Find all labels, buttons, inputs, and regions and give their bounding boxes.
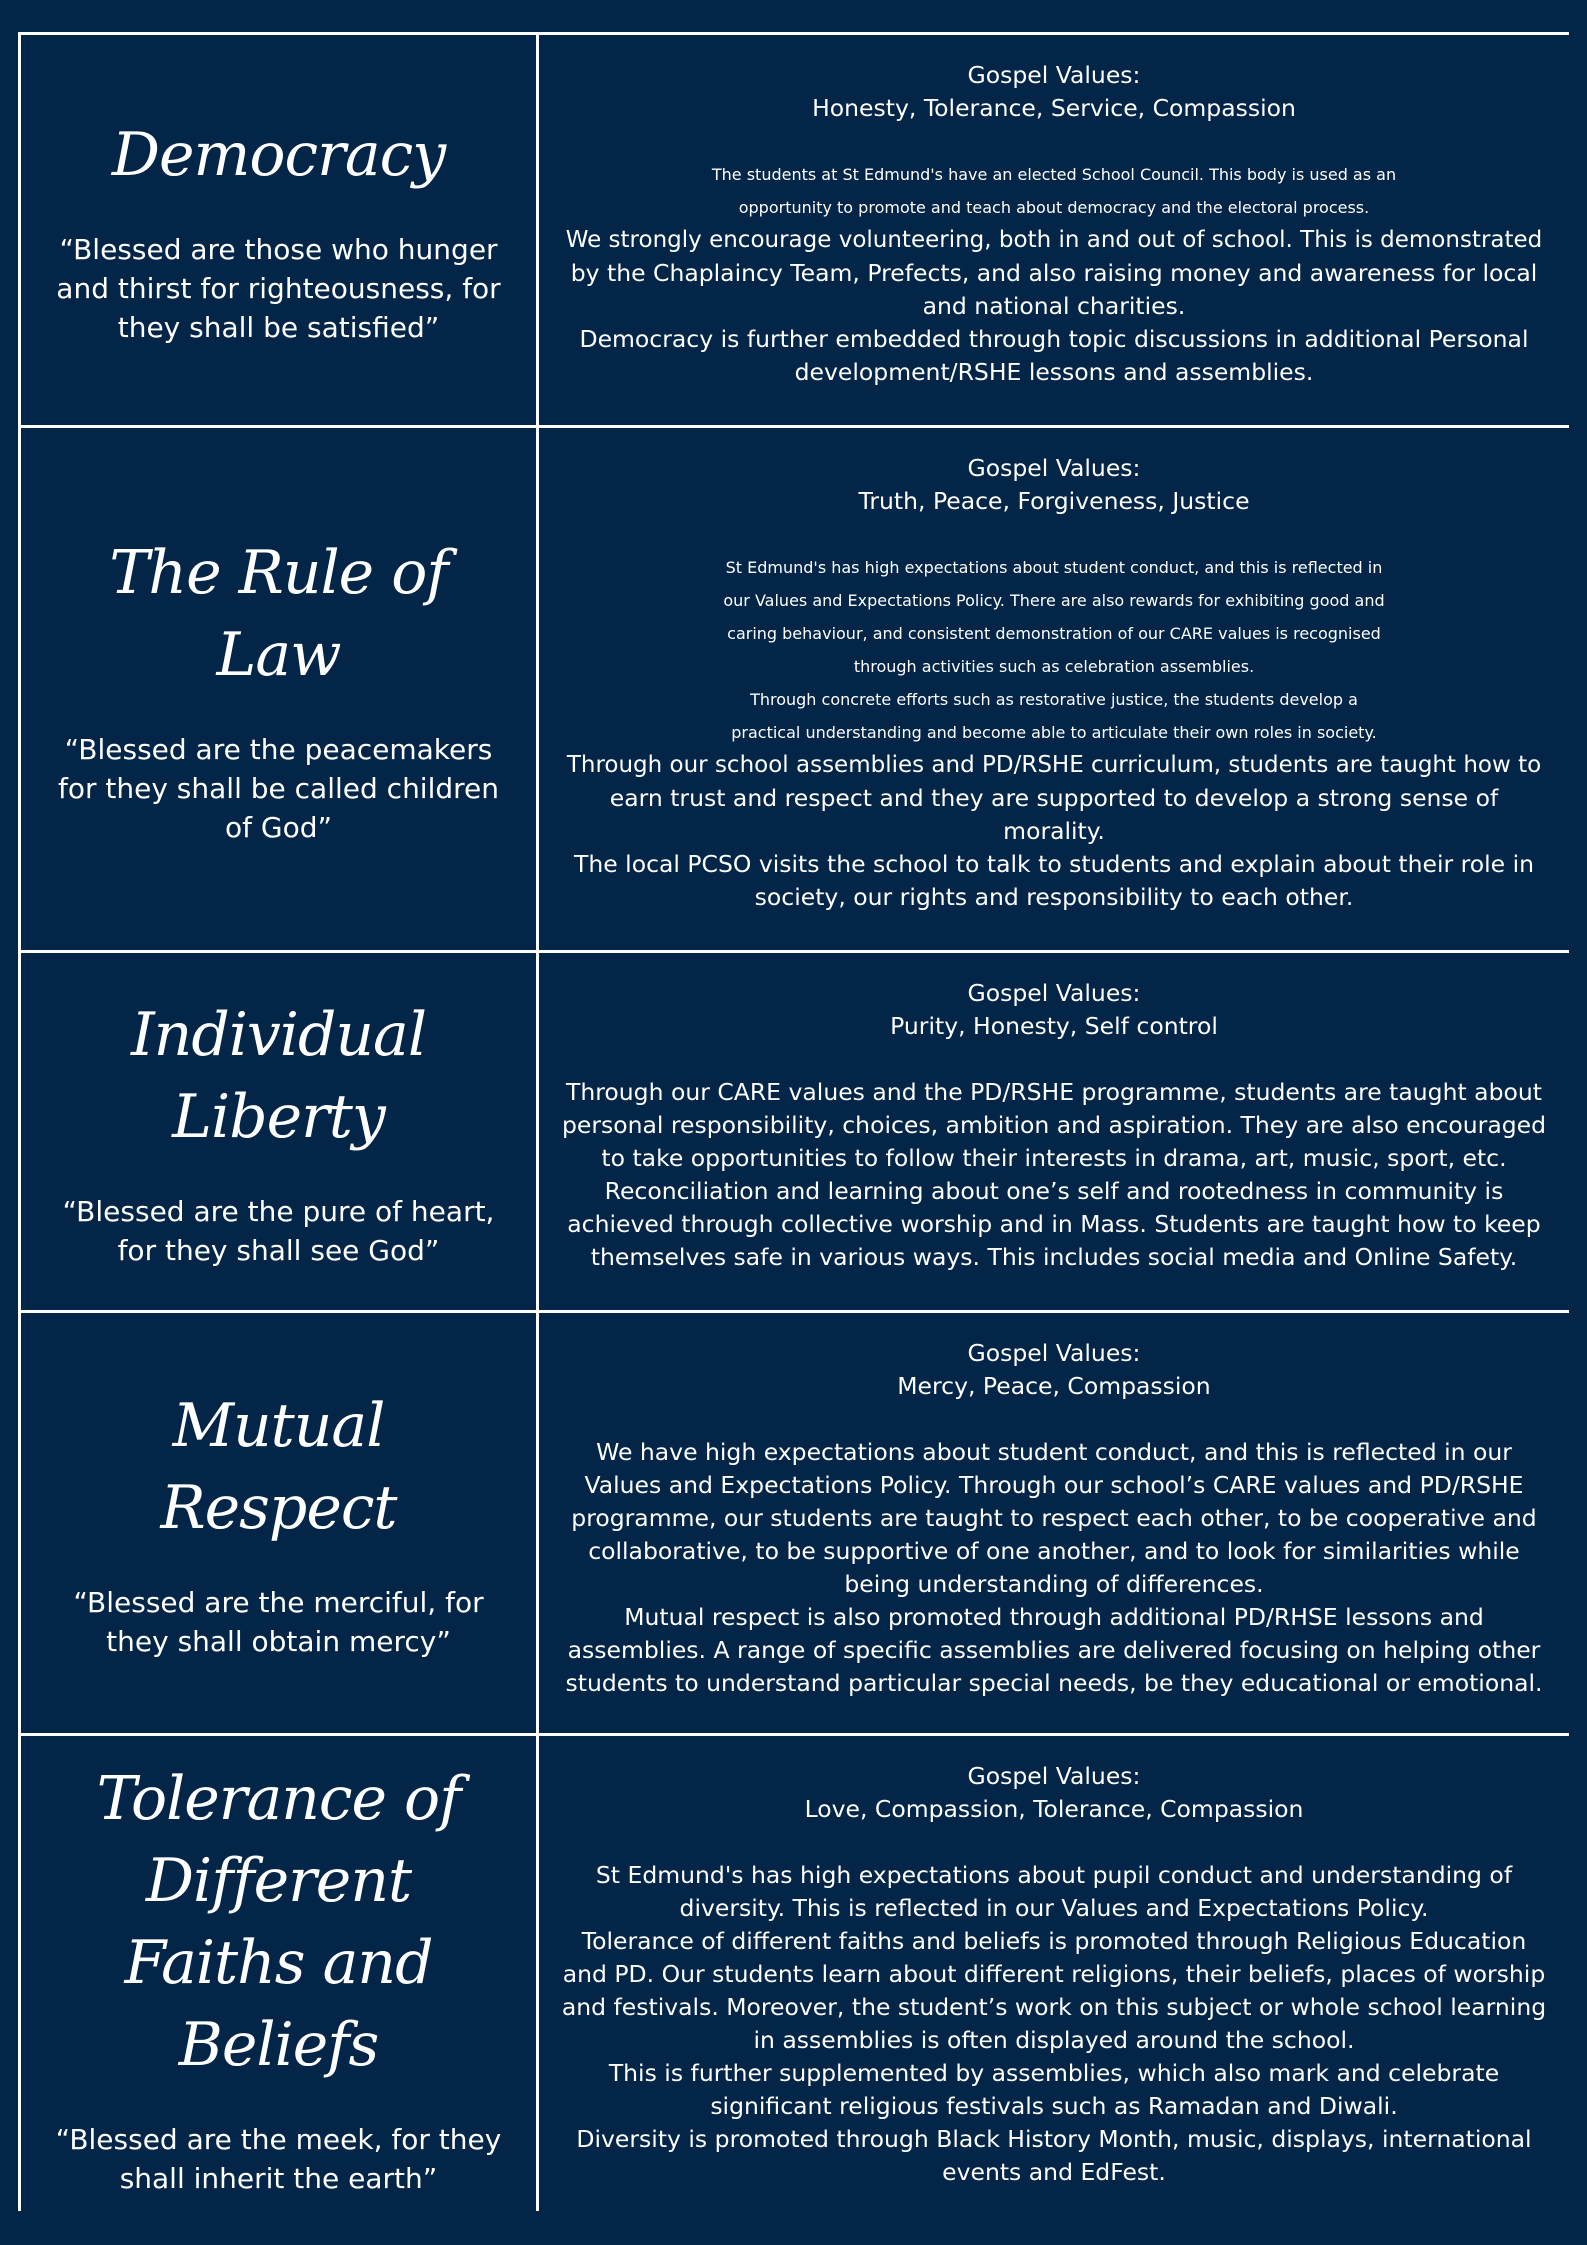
- description-line: and PD. Our students learn about different religions, their beliefs, places of worship: [562, 1960, 1546, 1988]
- section-title-cell: [21, 953, 536, 1310]
- description-line: The students at St Edmund's have an elected School Council. This body is used as an: [711, 165, 1397, 184]
- beatitude-quote: “Blessed are the merciful, for they shall obtain mercy”: [73, 1586, 484, 1658]
- section-detail-cell: [539, 1313, 1569, 1733]
- description-line: Tolerance of different faiths and beliefs is promoted through Religious Education: [581, 1927, 1527, 1955]
- gospel-values-list: Love, Compassion, Tolerance, Compassion: [804, 1795, 1304, 1823]
- gospel-values-label: Gospel Values:: [967, 454, 1141, 482]
- description-line: themselves safe in various ways. This includes social media and Online Safety.: [590, 1243, 1518, 1271]
- description-line: and festivals. Moreover, the student’s work on this subject or whole school learning: [561, 1993, 1547, 2021]
- values-table: [18, 32, 1569, 2211]
- description-line: caring behaviour, and consistent demonstration of our CARE values is recognised: [727, 624, 1381, 643]
- description-line: programme, our students are taught to respect each other, to be cooperative and: [571, 1504, 1537, 1532]
- description-line: The local PCSO visits the school to talk to students and explain about their role in: [573, 850, 1535, 878]
- gospel-values-list: Purity, Honesty, Self control: [890, 1012, 1218, 1040]
- description-line: being understanding of differences.: [844, 1570, 1264, 1598]
- section-detail-cell: [539, 953, 1569, 1310]
- description-line: students to understand particular special needs, be they educational or emotional.: [565, 1669, 1543, 1697]
- beatitude-quote: “Blessed are those who hunger and thirst for righteousness, for they shall be satisfied”: [56, 232, 501, 344]
- description-line: St Edmund's has high expectations about student conduct, and this is reflected in: [725, 558, 1383, 577]
- description-line: our Values and Expectations Policy. There are also rewards for exhibiting good and: [723, 591, 1385, 610]
- section-description: [566, 158, 1543, 389]
- gospel-values-label: Gospel Values:: [967, 979, 1141, 1007]
- description-line: assemblies. A range of specific assemblies are delivered focusing on helping other: [567, 1636, 1541, 1664]
- description-line: development/RSHE lessons and assemblies.: [794, 358, 1314, 386]
- description-line: through activities such as celebration assemblies.: [853, 657, 1255, 676]
- gospel-values-list: Honesty, Tolerance, Service, Compassion: [812, 94, 1296, 122]
- section-title-cell: [21, 1313, 536, 1733]
- beatitude-quote: “Blessed are the peacemakers for they shall be called children of God”: [57, 732, 500, 844]
- section-description: [562, 1076, 1546, 1274]
- description-line: significant religious festivals such as Ramadan and Diwali.: [710, 2092, 1398, 2120]
- value-title: The Rule of Law: [109, 537, 448, 690]
- description-line: morality.: [1003, 817, 1105, 845]
- section-title-cell: [21, 1736, 536, 2220]
- description-line: Through our school assemblies and PD/RSHE curriculum, students are taught how to: [566, 752, 1542, 778]
- description-line: We have high expectations about student conduct, and this is reflected in our: [596, 1438, 1512, 1466]
- section-description: [567, 551, 1541, 914]
- gospel-values-label: Gospel Values:: [967, 1762, 1141, 1790]
- description-line: Diversity is promoted through Black History Month, music, displays, international: [576, 2125, 1532, 2153]
- section-title-cell: [21, 35, 536, 425]
- section-detail-cell: [539, 35, 1569, 425]
- description-line: Reconciliation and learning about one’s self and rootedness in community is: [604, 1177, 1504, 1205]
- description-line: practical understanding and become able to articulate their own roles in society.: [731, 723, 1377, 742]
- section-title-cell: [21, 428, 536, 950]
- description-line: Through our CARE values and the PD/RSHE programme, students are taught about: [566, 1078, 1542, 1106]
- description-line: in assemblies is often displayed around the school.: [753, 2026, 1355, 2054]
- gospel-values-list: Mercy, Peace, Compassion: [897, 1372, 1211, 1400]
- description-line: personal responsibility, choices, ambition and aspiration. They are also encouraged: [561, 1111, 1547, 1139]
- description-line: by the Chaplaincy Team, Prefects, and also raising money and awareness for local: [570, 259, 1538, 287]
- section-description: [562, 1859, 1546, 2189]
- section-detail-cell: [539, 428, 1569, 950]
- description-line: collaborative, to be supportive of one another, and to look for similarities while: [588, 1537, 1520, 1565]
- description-line: events and EdFest.: [942, 2158, 1166, 2186]
- description-line: achieved through collective worship and in Mass. Students are taught how to keep: [567, 1210, 1541, 1238]
- description-line: and national charities.: [922, 292, 1186, 320]
- description-line: to take opportunities to follow their interests in drama, art, music, sport, etc.: [601, 1144, 1507, 1172]
- description-line: We strongly encourage volunteering, both in and out of school. This is demonstrated: [565, 227, 1543, 253]
- value-title: Tolerance of Different Faiths and Beliefs: [96, 1764, 461, 2080]
- description-line: Through concrete efforts such as restorative justice, the students develop a: [750, 690, 1358, 709]
- description-line: Values and Expectations Policy. Through our school’s CARE values and PD/RSHE: [584, 1471, 1524, 1499]
- gospel-values-label: Gospel Values:: [967, 1339, 1141, 1367]
- section-detail-cell: [539, 1736, 1569, 2220]
- description-line: diversity. This is reflected in our Values and Expectations Policy.: [679, 1894, 1429, 1922]
- beatitude-quote: “Blessed are the meek, for they shall inherit the earth”: [55, 2123, 502, 2195]
- beatitude-quote: “Blessed are the pure of heart, for they shall see God”: [62, 1194, 495, 1267]
- value-title: Mutual Respect: [160, 1391, 397, 1543]
- description-line: society, our rights and responsibility to each other.: [754, 883, 1354, 911]
- gospel-values-list: Truth, Peace, Forgiveness, Justice: [858, 487, 1250, 515]
- description-line: This is further supplemented by assemblies, which also mark and celebrate: [608, 2059, 1500, 2087]
- value-title: Democracy: [111, 119, 446, 190]
- description-line: earn trust and respect and they are supported to develop a strong sense of: [609, 784, 1499, 812]
- value-title: Individual Liberty: [130, 999, 427, 1152]
- description-line: opportunity to promote and teach about democracy and the electoral process.: [738, 198, 1370, 217]
- gospel-values-label: Gospel Values:: [967, 61, 1141, 89]
- description-line: Democracy is further embedded through topic discussions in additional Personal: [579, 325, 1529, 353]
- description-line: Mutual respect is also promoted through additional PD/RHSE lessons and: [624, 1603, 1484, 1631]
- section-description: [566, 1436, 1543, 1700]
- description-line: St Edmund's has high expectations about pupil conduct and understanding of: [595, 1861, 1513, 1889]
